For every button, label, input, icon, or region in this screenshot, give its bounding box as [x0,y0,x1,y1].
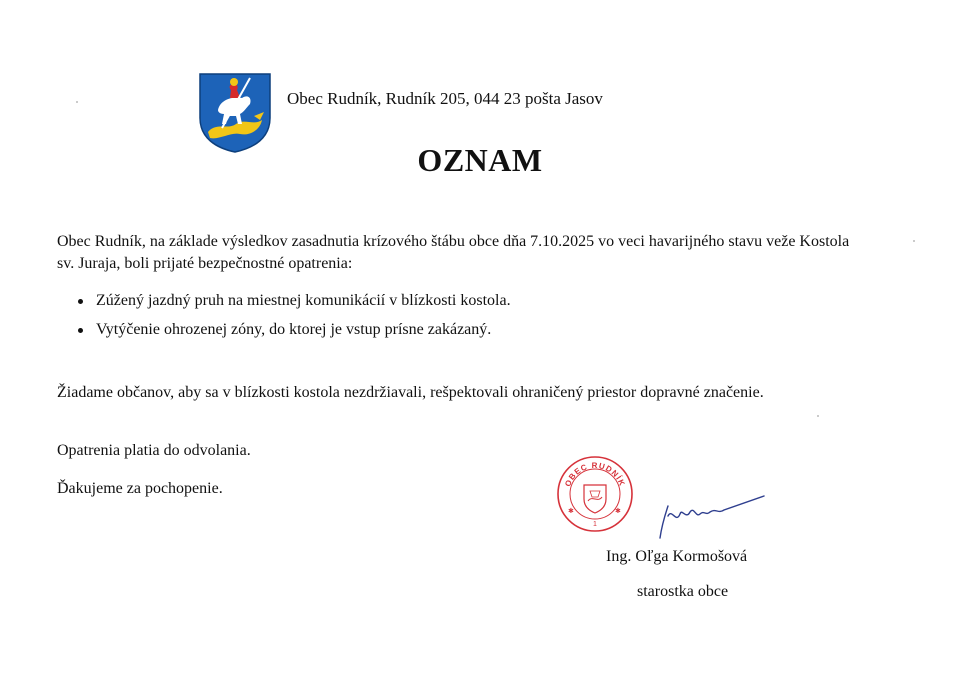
list-item: Vytýčenie ohrozenej zóny, do ktorej je vstup prísne zakázaný. [72,319,511,348]
handwritten-signature [646,494,766,540]
validity-paragraph: Opatrenia platia do odvolania. [57,442,251,459]
official-stamp [556,455,634,533]
measures-list [72,290,511,348]
page-title: OZNAM [417,142,543,178]
thanks-paragraph: Ďakujeme za pochopenie. [57,480,223,497]
scan-speck [913,240,915,242]
request-paragraph: Žiadame občanov, aby sa v blízkosti kostola nezdržiavali, rešpektovali ohraničený priestor dopravné značenie. [57,384,764,401]
svg-text:✱: ✱ [568,507,574,515]
svg-text:✱: ✱ [615,507,621,515]
signatory-role: starostka obce [637,583,729,600]
stamp-text: OBEC RUDNÍK [563,460,627,488]
municipality-address: Obec Rudník, Rudník 205, 044 23 pošta Jasov [287,89,603,108]
list-item: Zúžený jazdný pruh na miestnej komunikácií v blízkosti kostola. [72,290,511,319]
intro-paragraph: Obec Rudník, na základe výsledkov zasadnutia krízového štábu obce dňa 7.10.2025 vo veci havarijného stavu veže Kostola sv. Juraja, boli prijaté bezpečnostné opatrenia: [57,233,850,272]
scan-speck [76,101,78,103]
signatory-name: Ing. Oľga Kormošová [606,548,748,565]
scan-speck [817,415,819,417]
stamp-number: 1 [593,521,597,528]
